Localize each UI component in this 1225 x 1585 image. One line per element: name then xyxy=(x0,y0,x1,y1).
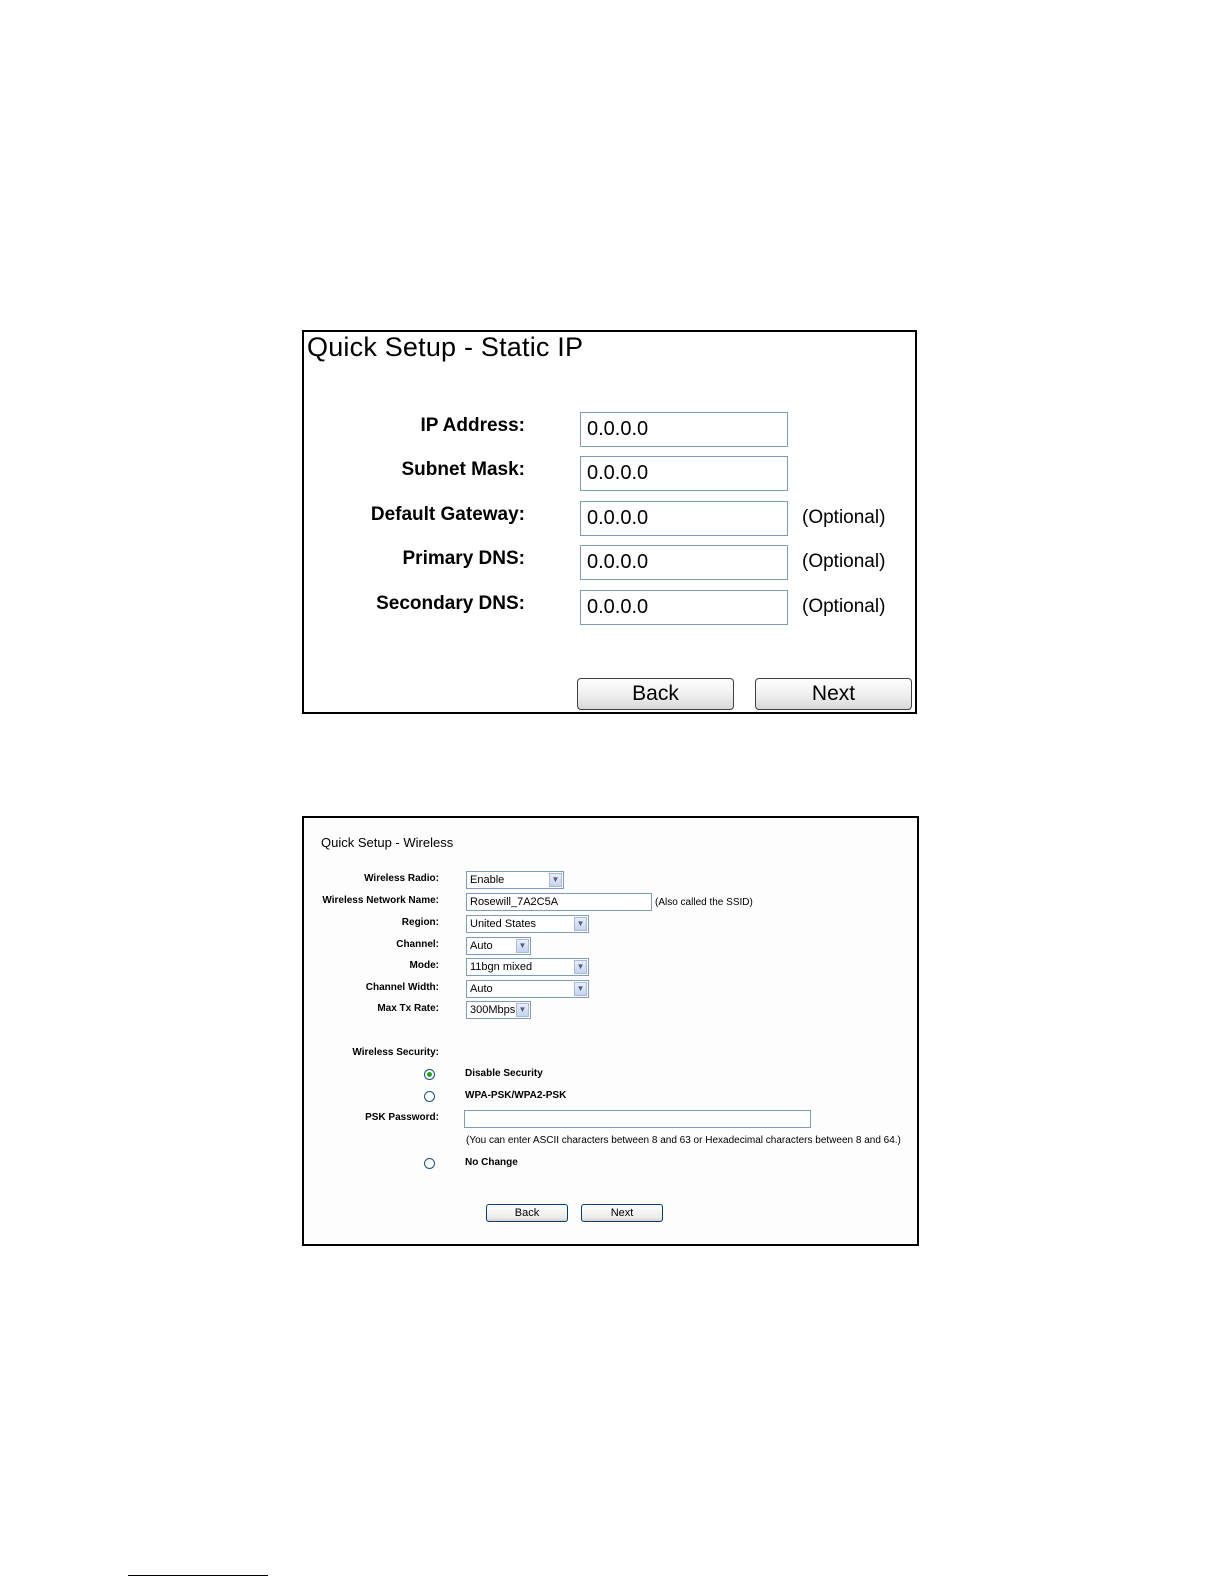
next-button[interactable]: Next xyxy=(755,678,912,710)
max-tx-rate-select[interactable] xyxy=(466,1001,531,1019)
ip-address-label: IP Address: xyxy=(420,415,525,436)
region-select[interactable] xyxy=(466,915,589,933)
wireless-radio-value: Enable xyxy=(470,874,505,886)
ssid-label: Wireless Network Name: xyxy=(322,895,439,906)
ssid-input[interactable] xyxy=(466,893,652,911)
disable-security-radio[interactable] xyxy=(424,1069,435,1080)
chevron-down-icon[interactable]: ▼ xyxy=(574,917,587,931)
no-change-radio[interactable] xyxy=(424,1158,435,1169)
subnet-mask-input[interactable] xyxy=(580,456,788,491)
channel-width-select[interactable] xyxy=(466,980,589,998)
psk-password-hint: (You can enter ASCII characters between 8 and 63 or Hexadecimal characters between 8 and 64.) xyxy=(466,1135,901,1146)
chevron-down-icon[interactable]: ▼ xyxy=(516,1003,529,1017)
wireless-radio-label: Wireless Radio: xyxy=(364,873,439,884)
default-gateway-input[interactable] xyxy=(580,501,788,536)
subnet-mask-label: Subnet Mask: xyxy=(401,459,525,480)
region-value: United States xyxy=(470,918,537,930)
channel-label: Channel: xyxy=(396,939,439,950)
back-button[interactable]: Back xyxy=(577,678,734,710)
wpa-psk-radio[interactable] xyxy=(424,1091,435,1102)
psk-password-label: PSK Password: xyxy=(365,1112,439,1123)
secondary-dns-optional: (Optional) xyxy=(802,596,886,617)
channel-width-value: Auto xyxy=(470,983,493,995)
psk-password-input[interactable] xyxy=(464,1110,811,1128)
wpa-psk-label: WPA-PSK/WPA2-PSK xyxy=(465,1090,567,1101)
static-ip-panel xyxy=(302,330,917,714)
channel-select[interactable] xyxy=(466,937,531,955)
primary-dns-label: Primary DNS: xyxy=(402,548,525,569)
wireless-back-button[interactable]: Back xyxy=(486,1204,568,1222)
primary-dns-optional: (Optional) xyxy=(802,551,886,572)
primary-dns-input[interactable] xyxy=(580,545,788,580)
ssid-hint: (Also called the SSID) xyxy=(655,897,753,908)
default-gateway-optional: (Optional) xyxy=(802,507,886,528)
wireless-security-label: Wireless Security: xyxy=(352,1047,439,1058)
region-label: Region: xyxy=(401,917,439,928)
ip-address-input[interactable] xyxy=(580,412,788,447)
chevron-down-icon[interactable]: ▼ xyxy=(574,960,587,974)
chevron-down-icon[interactable]: ▼ xyxy=(549,873,562,887)
wireless-panel xyxy=(302,816,919,1246)
mode-label: Mode: xyxy=(409,960,439,971)
static-ip-title: Quick Setup - Static IP xyxy=(307,332,584,362)
footnote-rule xyxy=(128,1575,268,1576)
wireless-title: Quick Setup - Wireless xyxy=(321,835,454,850)
mode-select[interactable] xyxy=(466,958,589,976)
chevron-down-icon[interactable]: ▼ xyxy=(516,939,529,953)
mode-value: 11bgn mixed xyxy=(470,961,533,973)
default-gateway-label: Default Gateway: xyxy=(370,504,525,525)
secondary-dns-label: Secondary DNS: xyxy=(376,593,525,614)
wireless-next-button[interactable]: Next xyxy=(581,1204,663,1222)
max-tx-rate-value: 300Mbps xyxy=(470,1004,516,1016)
disable-security-label: Disable Security xyxy=(465,1068,543,1079)
channel-width-label: Channel Width: xyxy=(365,982,439,993)
secondary-dns-input[interactable] xyxy=(580,590,788,625)
channel-value: Auto xyxy=(470,940,493,952)
wireless-radio-select[interactable] xyxy=(466,871,564,889)
max-tx-rate-label: Max Tx Rate: xyxy=(377,1003,439,1014)
no-change-label: No Change xyxy=(465,1157,518,1168)
chevron-down-icon[interactable]: ▼ xyxy=(574,982,587,996)
